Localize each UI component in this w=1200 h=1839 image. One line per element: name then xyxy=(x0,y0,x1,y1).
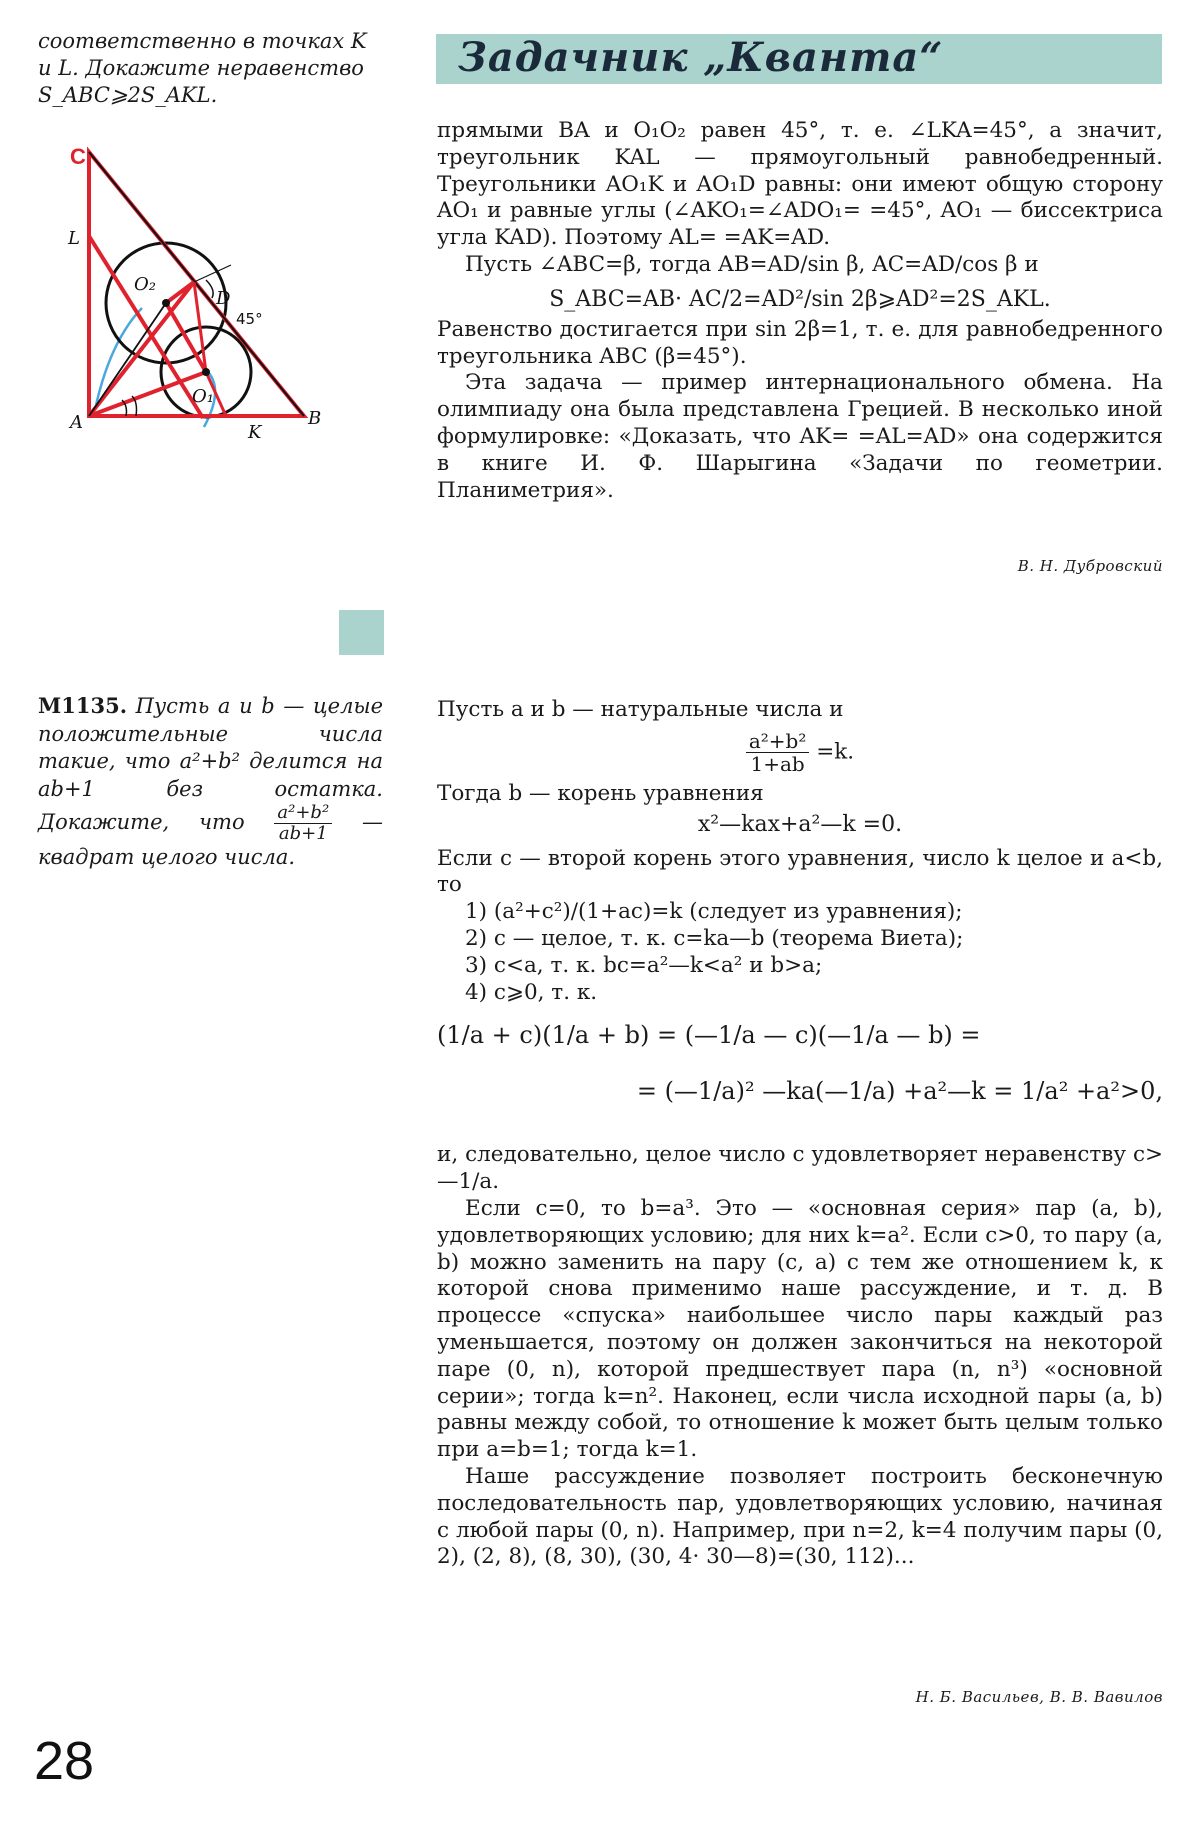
solution-1-formula: S_ABC=AB· AC/2=AD²/sin 2β⩾AD²=2S_AKL. xyxy=(549,286,1051,312)
list-item: 2) c — целое, т. к. c=ka—b (теорема Виета); xyxy=(465,925,964,951)
label-angle-45: 45° xyxy=(236,310,263,328)
problem-statement-1: Пусть a и b — целые положительные числа такие, что a²+b² делится на ab+1 без остатка. Докажите, что xyxy=(38,694,383,834)
big-formula-line-1: (1/a + c)(1/a + b) = (—1/a — c)(—1/a — b) = xyxy=(437,1021,981,1050)
list-item: 1) (a²+c²)/(1+ac)=k (следует из уравнения); xyxy=(465,899,963,925)
page-number: 28 xyxy=(34,1731,95,1791)
section-logo: Задачник „Кванта“ xyxy=(458,34,944,81)
left-top-text xyxy=(38,28,388,109)
point-o1 xyxy=(202,368,210,376)
solution-1-p4: Эта задача — пример интернационального обмена. На олимпиаду она была представлена Грецией. В несколько иной формулировке: «Доказать, что AK= =AL=AD» она содержится в книге И. Ф. Шарыгина «Задачи по геометрии. Планиметрия». xyxy=(437,370,1163,503)
eq1-den: 1+ab xyxy=(750,751,805,776)
eq1-num: a²+b² xyxy=(746,730,810,753)
solution-2-intro: Пусть a и b — натуральные числа и xyxy=(437,697,844,722)
left-top-line-2: и L. Докажите неравенство xyxy=(38,56,364,80)
section-header-band xyxy=(436,34,1162,84)
label-l: L xyxy=(68,228,80,249)
problem-number: М1135. xyxy=(38,693,128,718)
label-c: C xyxy=(70,144,86,169)
label-a: A xyxy=(70,412,83,433)
solution-1-p1: прямыми BA и O₁O₂ равен 45°, т. е. ∠LKA=45°, а значит, треугольник KAL — прямоугольный равнобедренный. Треугольники AO₁K и AO₁D равны: они имеют общую сторону AO₁ и равные углы (∠AKO₁=∠ADO₁= =45°, AO₁ — биссектриса угла KAD). Поэтому AL= =AK=AD. xyxy=(437,118,1163,251)
segment-a-o2 xyxy=(89,303,166,416)
problem-fraction xyxy=(274,803,332,844)
problem-m1135 xyxy=(38,692,383,872)
signature-1: В. Н. Дубровский xyxy=(1017,557,1163,575)
solution-2-if-c: Если c — второй корень этого уравнения, число k целое и a<b, то xyxy=(437,845,1163,898)
problem-frac-den: ab+1 xyxy=(278,823,328,844)
solution-2-then: Тогда b — корень уравнения xyxy=(437,780,764,806)
problem-frac-num: a²+b² xyxy=(274,803,332,824)
solution-2-eq1 xyxy=(437,730,1163,775)
tangent-tick xyxy=(194,265,231,282)
big-formula-line-2: = (—1/a)² —ka(—1/a) +a²—k = 1/a² +a²>0, xyxy=(636,1077,1163,1106)
left-top-line-3: S_ABC⩾2S_AKL. xyxy=(38,83,218,107)
label-k: K xyxy=(248,422,262,443)
geometry-figure xyxy=(56,140,326,450)
solution-1-p2: Пусть ∠ABC=β, тогда AB=AD/sin β, AC=AD/cos β и xyxy=(465,251,1039,277)
decorative-square xyxy=(339,610,384,655)
solution-2-eq2: x²—kax+a²—k =0. xyxy=(697,811,903,837)
solution-2-list xyxy=(437,899,1163,1006)
list-item: 4) c⩾0, т. к. xyxy=(465,979,598,1005)
label-d: D xyxy=(216,288,231,309)
solution-2 xyxy=(437,697,1163,1571)
point-o2 xyxy=(162,299,170,307)
label-o1: O₁ xyxy=(192,386,214,407)
eq1-rhs: =k. xyxy=(816,739,855,765)
solution-2-final: Наше рассуждение позволяет построить бесконечную последовательность пар, удовлетворяющих условию, начиная с любой пары (0, n). Например, при n=2, k=4 получим пары (0, 2), (2, 8), (8, 30), (30, 4· 30—8)=(30, 112)... xyxy=(437,1463,1163,1570)
list-item: 3) c<a, т. к. bc=a²—k<a² и b>a; xyxy=(465,952,823,978)
left-top-line-1: соответственно в точках K xyxy=(38,29,367,53)
eq1-fraction xyxy=(746,730,810,775)
solution-1-p3: Равенство достигается при sin 2β=1, т. е. для равнобедренного треугольника ABC (β=45°). xyxy=(437,316,1163,369)
problem-statement-2: — квадрат целого числа. xyxy=(38,810,383,869)
solution-1 xyxy=(437,118,1163,504)
solution-2-series: Если c=0, то b=a³. Это — «основная серия» пар (a, b), удовлетворяющих условию; для них k=a². Если c>0, то пару (a, b) можно заменить на пару (c, a) с тем же отношением k, к которой снова применимо наше рассуждение, и т. д. В процессе «спуска» наибольшее число пары каждый раз уменьшается, поэтому он должен закончиться на некоторой паре (0, n), которой предшествует пара (n, n³) «основной серии»; тогда k=n². Наконец, если числа исходной пары (a, b) равны между собой, то отношение k может быть целым только при a=b=1; тогда k=1. xyxy=(437,1195,1163,1463)
label-b: B xyxy=(308,408,322,429)
label-o2: O₂ xyxy=(134,274,156,295)
solution-2-after: и, следовательно, целое число c удовлетворяет неравенству c>—1/a. xyxy=(437,1142,1163,1195)
signature-2: Н. Б. Васильев, В. В. Вавилов xyxy=(915,1688,1163,1706)
